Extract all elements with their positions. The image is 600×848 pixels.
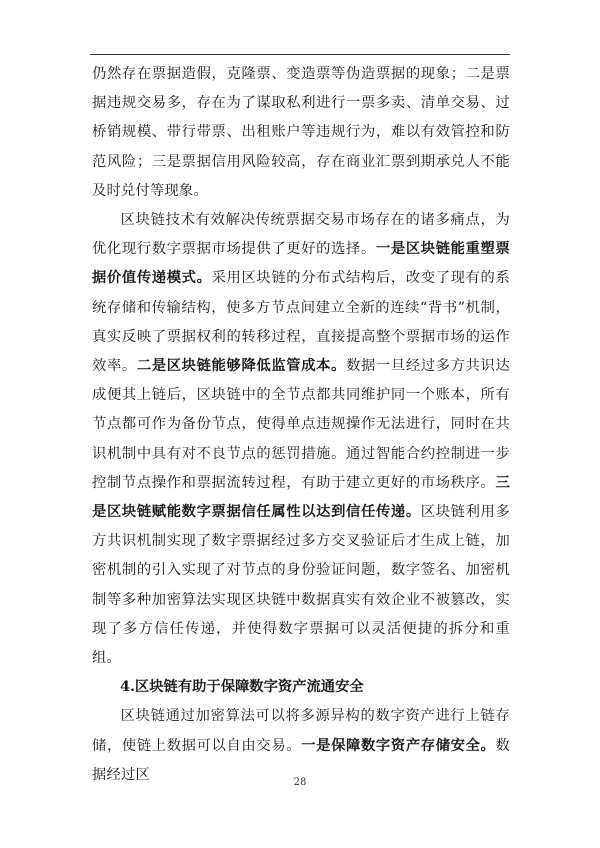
header-rule <box>90 54 510 55</box>
point-1-text: 采用区块链的分布式结构后，改变了现有的系统存储和传输结构，使多方节点间建立全新的连续“背书”机制，真实反映了票据权利的转移过程，直接提高整个票据市场的运作效率。 <box>92 270 510 375</box>
paragraph-3-point-1-heading: 一是保障数字资产存储安全。 <box>301 737 496 754</box>
paragraph-2-intro: 区块链技术有效解决传统票据交易市场存在的诸多痛点，为优化现行数字票据市场提供了更好的选择。 <box>92 212 510 258</box>
page-number: 28 <box>293 777 307 788</box>
paragraph-1: 仍然存在票据造假，克隆票、变造票等伪造票据的现象；二是票据违规交易多，存在为了谋取私利进行一票多卖、清单交易、过桥销规模、带行带票、出租账户等违规行为，难以有效管控和防范风险；三是票据信用风险较高，存在商业汇票到期承兑人不能及时兑付等现象。 <box>92 66 510 199</box>
section-heading: 4.区块链有助于保障数字资产流通安全 <box>120 679 364 696</box>
paragraph-3-text: 数据经过区 <box>92 737 510 783</box>
point-3-heading: 三是区块链赋能数字票据信任属性以达到信任传递。 <box>92 474 510 521</box>
point-2-heading: 二是区块链能够降低监管成本。 <box>136 358 347 375</box>
document-body <box>92 60 510 790</box>
paragraph-2 <box>92 206 510 673</box>
point-3-text: 区块链利用多方共识机制实现了数字票据经过多方交叉验证后才生成上链，加密机制的引入实现了对节点的身份验证问题，数字签名、加密机制等多种加密算法实现区块链中数据真实有效企业不被篡改，实现了多方信任传递，并使得数字票据可以灵活便捷的拆分和重组。 <box>92 504 510 667</box>
point-1-heading: 一是区块链能重塑票据价值传递模式。 <box>92 241 510 287</box>
point-2-text: 数据一旦经过多方共识达成便其上链后，区块链中的全节点都共同维护同一个账本，所有节点都可作为备份节点，使得单点违规操作无法进行，同时在共识机制中具有对不良节点的惩罚措施。通过智能合约控制进一步控制节点操作和票据流转过程，有助于建立更好的市场秩序。 <box>92 358 510 491</box>
paragraph-3-intro: 区块链通过加密算法可以将多源异构的数字资产进行上链存储，使链上数据可以自由交易。 <box>92 708 510 754</box>
